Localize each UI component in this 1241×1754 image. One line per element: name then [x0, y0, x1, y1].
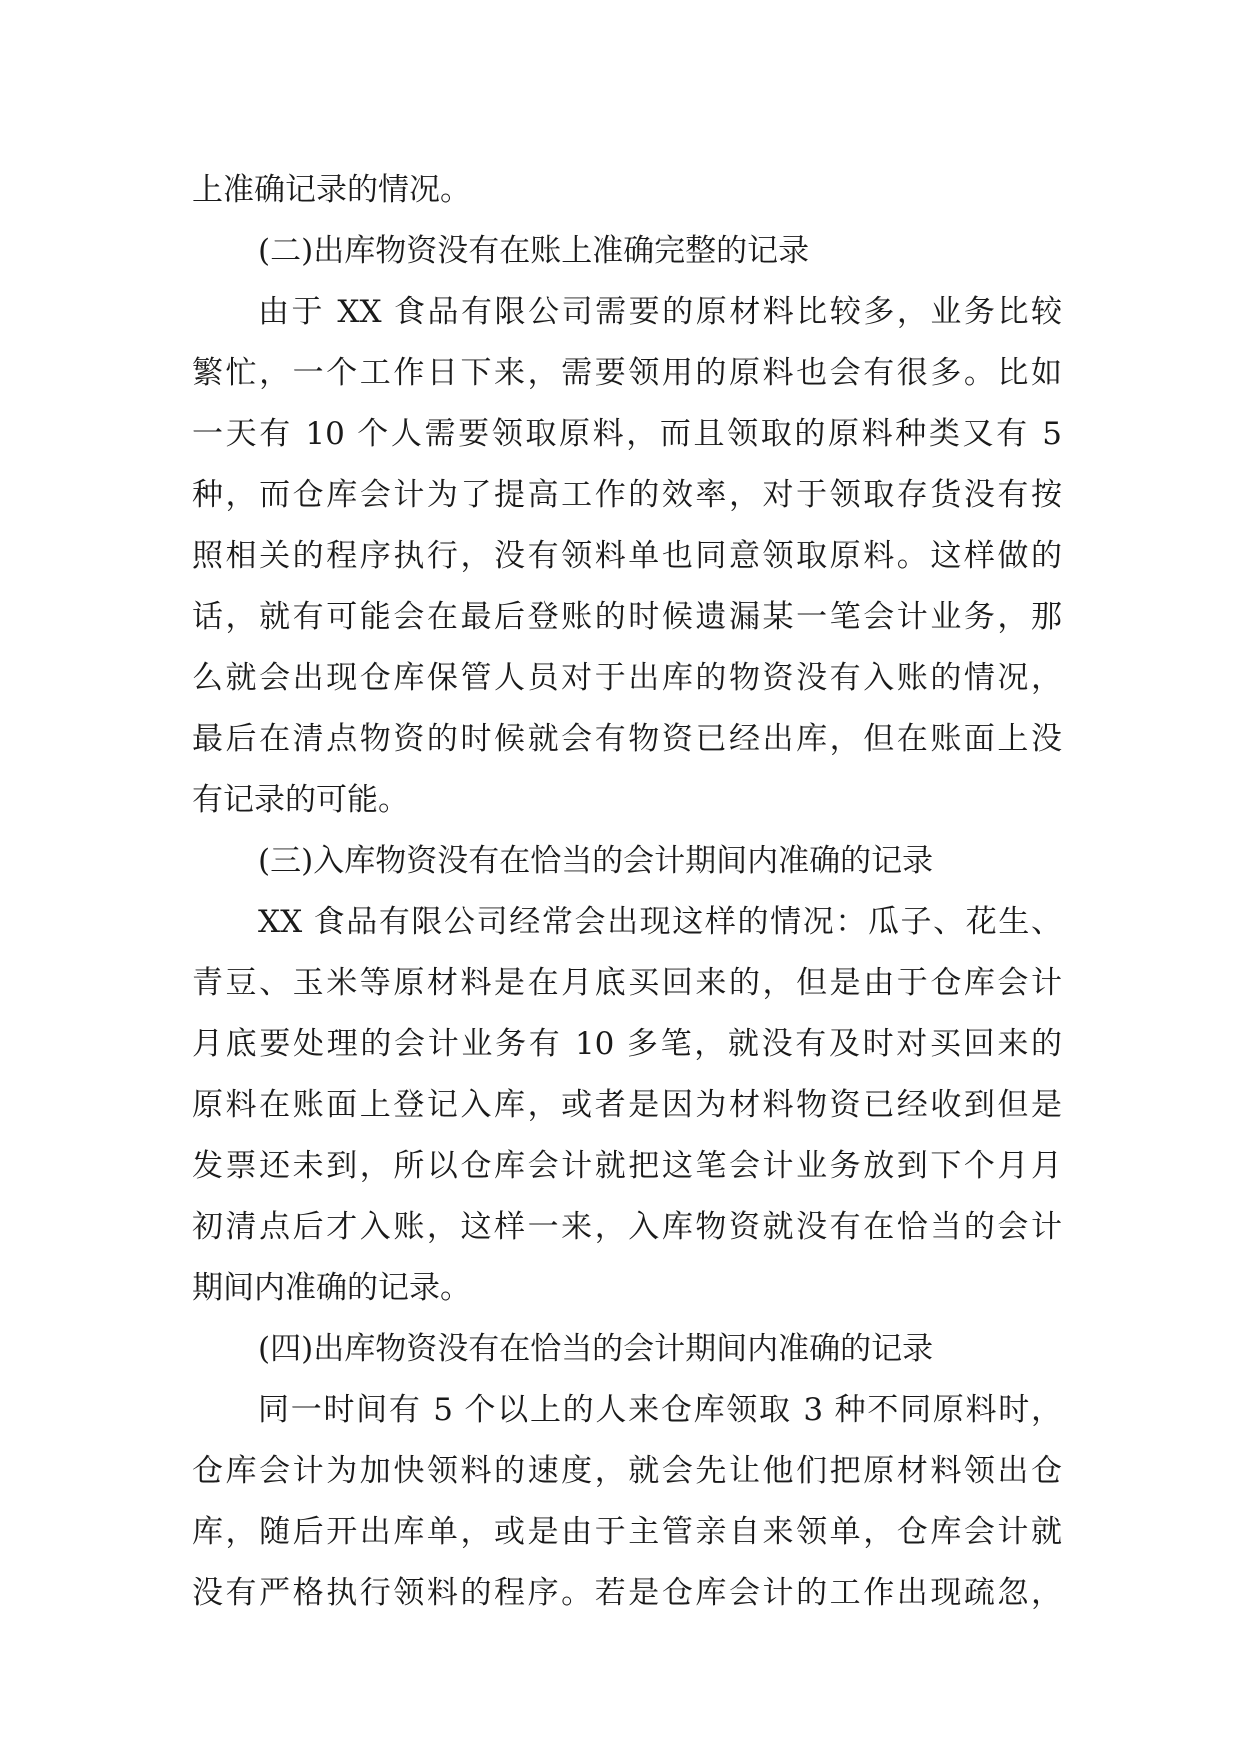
text-line: 上准确记录的情况。	[192, 172, 471, 208]
text-line: XX 食品有限公司经常会出现这样的情况：瓜子、花生、	[258, 904, 1062, 940]
text-line: 原料在账面上登记入库，或者是因为材料物资已经收到但是	[192, 1087, 1062, 1123]
text-line: 最后在清点物资的时候就会有物资已经出库，但在账面上没	[192, 721, 1062, 757]
text-line: 月底要处理的会计业务有 10 多笔，就没有及时对买回来的	[192, 1026, 1062, 1062]
text-line: 么就会出现仓库保管人员对于出库的物资没有入账的情况，	[192, 660, 1062, 696]
section-heading-3: (三)入库物资没有在恰当的会计期间内准确的记录	[258, 843, 934, 879]
text-line: 没有严格执行领料的程序。若是仓库会计的工作出现疏忽，	[192, 1575, 1062, 1611]
section-heading-4: (四)出库物资没有在恰当的会计期间内准确的记录	[258, 1331, 934, 1367]
text-line: 有记录的可能。	[192, 782, 409, 818]
text-line: 由于 XX 食品有限公司需要的原材料比较多，业务比较	[258, 294, 1062, 330]
section-heading-2: (二)出库物资没有在账上准确完整的记录	[258, 233, 810, 269]
text-line: 仓库会计为加快领料的速度，就会先让他们把原材料领出仓	[192, 1453, 1062, 1489]
body-text	[192, 160, 1062, 1624]
text-line: 种，而仓库会计为了提高工作的效率，对于领取存货没有按	[192, 477, 1062, 513]
text-line: 初清点后才入账，这样一来，入库物资就没有在恰当的会计	[192, 1209, 1062, 1245]
text-line: 青豆、玉米等原材料是在月底买回来的，但是由于仓库会计	[192, 965, 1062, 1001]
text-line: 照相关的程序执行，没有领料单也同意领取原料。这样做的	[192, 538, 1062, 574]
text-line: 一天有 10 个人需要领取原料，而且领取的原料种类又有 5	[192, 416, 1062, 452]
text-line: 期间内准确的记录。	[192, 1270, 471, 1306]
text-line: 同一时间有 5 个以上的人来仓库领取 3 种不同原料时，	[258, 1392, 1062, 1428]
text-line: 话，就有可能会在最后登账的时候遗漏某一笔会计业务，那	[192, 599, 1062, 635]
text-line: 库，随后开出库单，或是由于主管亲自来领单，仓库会计就	[192, 1514, 1062, 1550]
text-line: 繁忙，一个工作日下来，需要领用的原料也会有很多。比如	[192, 355, 1062, 391]
text-line: 发票还未到，所以仓库会计就把这笔会计业务放到下个月月	[192, 1148, 1062, 1184]
